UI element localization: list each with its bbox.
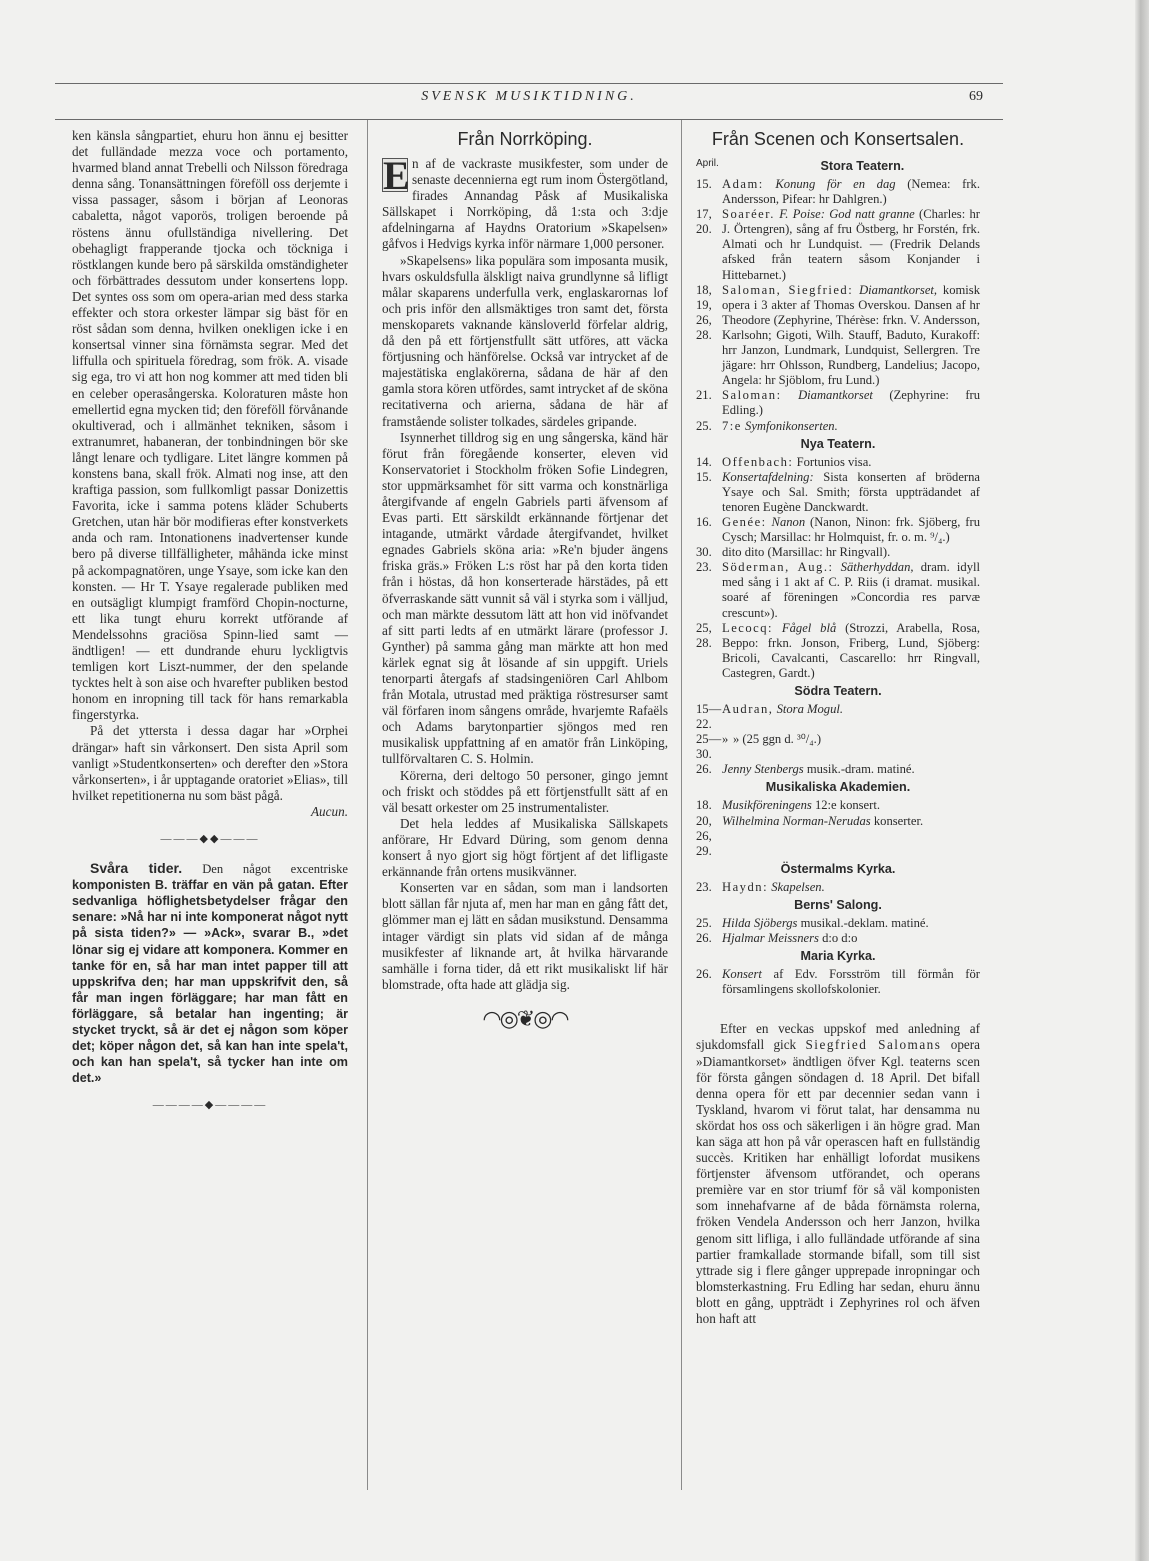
entry-composer: Söderman, Aug.: [722, 560, 834, 575]
entry-composer: » [722, 732, 730, 747]
entry-details: (Strozzi, Arabella, Rosa, Beppo: frkn. Jonson, Friberg, Lund, Sjöberg: Bricoli, Cavalcanti, Cascarello: hrr Ringvall, Castegren, Gardt.) [722, 620, 980, 680]
listing-entry [696, 814, 980, 859]
entry-text [722, 470, 980, 515]
entry-details: (Charles: hr J. Örtengren), sång af fru Östberg, hr Forstén, frk. Almati och hr Lundquist. — (Fredrik Delands afsked från teatern såsom Konjander i Hittebarnet.) [722, 207, 980, 282]
entry-date: 25, 28. [696, 620, 712, 650]
entry-work: Konung för en dag [775, 177, 896, 191]
entry-composer: Adam: [722, 177, 764, 191]
norrkoping-heading: Från Norrköping. [457, 129, 593, 149]
entry-date: 20, 26, 29. [696, 813, 712, 858]
nya-teatern-list [696, 455, 980, 681]
ornament-icon: ◠◎❦◎◠ [482, 1005, 568, 1031]
entry-date: 23. [696, 879, 712, 894]
journal-title: SVENSK MUSIKTIDNING. [421, 89, 637, 104]
norrkoping-paragraph-6: Konserten var en sådan, som man i landsorten blott sällan får njuta af, men har man en gång fått det, glömmer man ej lätt en sådan musikstund. Densamma intager värdigt sin plats vid sidan af de många musikfester af liknande art, åt hvilka härvarande samhälle i forna tider, då ett rikt musikaliskt lif här blomstrade, ofta hade att glädja sig. [382, 880, 668, 992]
listing-entry [696, 177, 980, 207]
listing-entry [696, 207, 980, 282]
entry-text [722, 207, 980, 282]
stora-teatern-heading: Stora Teatern. [820, 159, 905, 173]
entry-text [722, 560, 980, 620]
entry-text [722, 732, 980, 762]
signature: Aucun. [311, 803, 348, 819]
entry-text [722, 621, 980, 681]
listing-entry [696, 283, 980, 389]
entry-work: Konsert [722, 967, 762, 982]
entry-composer: Haydn: [722, 879, 769, 894]
ostermalm-list [696, 880, 980, 895]
berns-list [696, 916, 980, 946]
akademien-heading: Musikaliska Akademien. [765, 780, 911, 795]
separator-ornament: ———◆◆——— [160, 833, 260, 846]
entry-composer: Saloman: [722, 388, 782, 403]
orphei-paragraph: På det yttersta i dessa dagar har »Orphei drängar» haft sin vårkonsert. Den sista April som vanligt »Studentkonserten» och derefter den »Stora vårkonserten», i år upptagande oratoriet »Elias», till hvilket repetitionerna nu som bäst pågå. [72, 723, 348, 803]
page-number: 69 [969, 89, 983, 104]
entry-date: 14. [696, 454, 712, 469]
entry-date: 18, 19, 26, 28. [696, 282, 712, 342]
norrkoping-paragraph-5: Det hela leddes af Musikaliska Sällskapets anförare, Hr Edvard Düring, som genom denna konsert å nyo gjort sig högt förtjent af det lifligaste erkännande från ortens musikvänner. [382, 815, 668, 880]
entry-composer: Offenbach: [722, 454, 794, 469]
entry-work: Sätherhyddan, [840, 560, 914, 575]
entry-text [722, 515, 980, 545]
entry-date: 16. [696, 514, 712, 529]
sodra-teatern-list [696, 702, 980, 777]
entry-work: Fågel blå [781, 620, 837, 635]
review-continuation: ken känsla sångpartiet, ehuru hon ännu ej besitter det fulländade mezza voce och portamento, hvarmed bland annat Trebelli och Nilsson föredraga denna sång. Tonansättningen föreföll oss derjemte i vissa passager, såsom i början af Leonoras cabaletta, något vaporös, troligen beroende på röstens ännu ofullständiga nivellering. Det obehagligt frapperande tjocka och töckniga i röstklangen kunde bero på särskilda omständigheter och förbättrades dessutom under konsertens lopp. Det syntes oss som om opera-arian med dess starka effekter och stora orkester lämpar sig bäst för en röst sådan som denna, hvilken onekligen icke i en konsertsal vinner sina förnämsta segrar. Med det liffulla och spirituela föredrag, som frök. A. visade sig ega, tro vi att hon nog kommer att med tiden bli en celeber operasångerska. Koloraturen måste hon emellertid egna mycken tid; den föreföll förvånande okultiverad, och i allmänhet tekniken, såsom i extranumret, habaneran, der tonbindningen bör ske långt lenare och tydligare. Litet längre kommen på konstens bana, skall frök. Almati nog inse, att den kraftiga passion, som fullkomligt passar Donizettis Favorita, icke i samma potens kläder Schuberts Gretchen, utan här bör modifieras efter konstverkets anda och ram. Intonationens inadvertenser kunde bero på diverse tillfälligheter, måhända icke minst på ackompagnatören, unge Ysaye, som icke kan den konsten. — Hr T. Ysaye regalerade publiken med en outsägligt klumpigt framförd Chopin-nocturne, ett lika tungt ehuru korrekt utförande af Mendelssohns graciösa Spinn-lied samt — ändtligen! — ett dundrande ehuru lyckligtvis temligen kort Liszt-nummer, der den spelande tycktes helt à son aise och hvarefter publiken bestod honom en inropning till tack för hans remarkabla fingerstyrka. [72, 128, 348, 723]
entry-date: 25. [696, 915, 712, 930]
entry-text [722, 419, 980, 434]
entry-details: Fortunios visa. [796, 454, 872, 469]
entry-date: 26. [696, 762, 712, 777]
entry-details: af Edv. Forsström till förmån för församlingens skollofskolonier. [722, 967, 980, 997]
entry-text [722, 455, 980, 470]
entry-work: Diamantkorset [798, 388, 873, 403]
entry-date: 21. [696, 388, 712, 403]
nya-teatern-heading: Nya Teatern. [800, 436, 876, 451]
scan-edge [1135, 0, 1149, 1561]
drop-cap: E [383, 153, 410, 198]
column-1 [72, 128, 348, 1126]
entry-date: 26. [696, 931, 712, 946]
entry-text [722, 545, 980, 560]
after-lead: Efter en veckas uppskof med anledning af sjukdomsfall gick [696, 1021, 980, 1053]
entry-work: Symfonikonserten. [745, 418, 838, 433]
column-2 [382, 128, 669, 1031]
entry-details: konserter. [873, 813, 924, 828]
listing-entry [696, 732, 980, 762]
entry-text [722, 814, 980, 859]
entry-details: dito dito (Marsillac: hr Ringvall). [722, 545, 891, 560]
norrkoping-paragraph-2: »Skapelsens» lika populära som imposanta musik, hvars oskuldsfulla älskligt naiva grundlynne så lifligt målar skaparens underfulla verk, englaskarornas lof och pris inför den allsmäktiges tron samt det, första menskoparets vaknande känsloverld förfelar aldrig, då den på ett förtjenstfullt sätt utföres, att väcka förtjusning och hänförelse. Också var intrycket af de majestätiska englakörerna, sådana de här af den gamla stora kören utfördes, samt intrycket af de sköna recitativerna och arierna, sådana de här af framstående solister tolkades, särdeles gripande. [382, 252, 669, 429]
stora-heading-row [696, 156, 980, 177]
listing-entry [696, 419, 980, 434]
entry-text [722, 916, 980, 931]
column-divider-2 [681, 120, 682, 1490]
entry-details: Sista konserten af bröderna Ysaye och Sal. Smith; första uppträdandet af tenoren Eugène Danckwardt. [722, 469, 980, 514]
listing-entry [696, 702, 980, 732]
entry-details: (Nanon, Ninon: frk. Sjöberg, fru Cysch; Marsillac: hr Holmquist, fr. o. m. ⁹/₄.) [722, 514, 980, 545]
entry-date: 26. [696, 967, 712, 982]
entry-date: 30. [696, 545, 712, 560]
listing-entry [696, 931, 980, 946]
maria-heading: Maria Kyrka. [800, 949, 876, 964]
berns-heading: Berns' Salong. [794, 897, 882, 912]
listing-entry [696, 515, 980, 545]
month-label: April. [696, 158, 719, 169]
norrkoping-paragraph-4: Körerna, deri deltogo 50 personer, gingo jemnt och friskt och stöddes på ett förtjenstfullt sätt af en väl besatt orkester om 25 instrumentalister. [382, 767, 668, 815]
entry-composer: Saloman, Siegfried: [722, 282, 854, 297]
entry-work: Skapelsen. [771, 879, 825, 894]
entry-composer: 7:e [722, 418, 742, 433]
listing-entry [696, 967, 980, 997]
entry-composer: Genée: [722, 514, 767, 529]
entry-text [722, 931, 980, 946]
entry-details: » (25 ggn d. ³⁰/₄.) [732, 732, 822, 747]
listing-entry [696, 388, 980, 418]
entry-work: Stora Mogul. [776, 702, 844, 716]
svara-tider-article [72, 860, 348, 1086]
entry-work: Nanon [771, 514, 806, 529]
entry-text [722, 762, 980, 777]
svara-tider-intro: Den något excentriske [202, 862, 348, 877]
entry-date: 17, 20. [696, 207, 712, 237]
listing-entry [696, 545, 980, 560]
entry-date: 18. [696, 798, 712, 813]
entry-work: Konsertafdelning: [722, 469, 814, 484]
entry-text [722, 702, 980, 732]
entry-text [722, 880, 980, 895]
entry-composer: Soaréer. [722, 207, 775, 222]
column-divider-1 [367, 120, 368, 1490]
entry-details: d:o d:o [822, 931, 858, 946]
svara-tider-title: Svåra tider. [90, 860, 183, 877]
entry-text [722, 798, 980, 813]
listing-entry [696, 455, 980, 470]
akademien-list [696, 798, 980, 858]
after-name: Siegfried Salomans [805, 1037, 942, 1053]
column-3 [696, 128, 980, 1327]
svara-tider-text: komponisten B. träffar en vän på gatan. Efter sedvanliga höflighetsbetydelser frågar den senare: »Nå har ni inte komponerat något nytt på sista tiden?» — »Ack», svarar B., »det lönar sig ej vidare att komponera. Kommer en tanke för en, så har man intet papper till att uppskrifva den; har man uppskrifvit den, så får man ingen förläggare; har man fått en förläggare, så betalar han ingenting; är stycket tryckt, så är det ej någon som köper det; köper någon det, så kan han inte spela't, och kan han spela't, så tycker han inte om det.» [72, 878, 348, 1086]
listing-entry [696, 880, 980, 895]
diamantkorset-article [696, 1021, 980, 1327]
listing-entry [696, 560, 980, 620]
entry-work: Hilda Sjöbergs [722, 915, 798, 930]
stora-teatern-list [696, 177, 980, 434]
entry-work: Musikföreningens [722, 798, 812, 813]
entry-work: Jenny Stenbergs [722, 762, 804, 777]
scenen-heading: Från Scenen och Konsertsalen. [711, 129, 965, 149]
entry-work: Hjalmar Meissners [722, 931, 819, 946]
entry-date: 25. [696, 418, 712, 433]
listing-entry [696, 762, 980, 777]
listing-entry [696, 798, 980, 813]
ostermalm-heading: Östermalms Kyrka. [780, 861, 896, 876]
entry-details: musik.-dram. matiné. [806, 762, 915, 777]
entry-details: (Nemea: frk. Andersson, Pifear: hr Dahlgren.) [722, 177, 980, 207]
entry-text [722, 177, 980, 207]
entry-work: Diamantkorset, [859, 282, 938, 297]
entry-text [722, 388, 980, 418]
entry-details: dram. idyll med sång i 1 akt af C. P. Riis (i dramat. musikal. soaré af föreningen »Concordia res parvæ crescunt»). [722, 560, 980, 620]
entry-details: (Zephyrine: fru Edling.) [722, 388, 981, 418]
listing-entry [696, 916, 980, 931]
entry-text [722, 967, 980, 997]
entry-work: F. Poise: God natt granne [779, 207, 915, 222]
entry-date: 15. [696, 177, 712, 191]
entry-date: 15. [696, 469, 712, 484]
entry-composer: Audran, [722, 702, 774, 716]
entry-work: Wilhelmina Norman-Nerudas [722, 813, 871, 828]
listing-entry [696, 470, 980, 515]
entry-details: musikal.-deklam. matiné. [800, 915, 929, 930]
norrkoping-intro-text: n af de vackraste musikfester, som under de senaste decennierna egt rum inom Östergötland, firades Annandag Påsk af Musikaliska Sällskapet i Norrköping, då 1:sta och 3:dje afdelningarna af Haydns Oratorium »Skapelsen» gåfvos i Hedvigs kyrka inför närmare 1,000 personer. [382, 156, 668, 252]
page [55, 83, 1003, 1483]
after-text: opera »Diamantkorset» ändtligen öfver Kgl. teaterns scen för första gången söndagen d. 18 April. Det bifall denna opera för ett par decennier sedan vann i Tyskland, hvarom vi förut talat, har densamma nu skördat hos oss och säkerligen i än högre grad. Man kan säga att hon på vår operascen haft en fullständig succès. Kritiken har enhälligt lofordat musikens förtjenster äfvensom utförandet, och operans première var en stor triumf för så väl komponisten som innehafvarne af de båda förnämsta rolerna, fröken Vendela Andersson och herr Janzon, hvilka genom sitt lifliga, i allo fulländade utförande af sina partier framkallade stormande bifall, som till sist yttrade sig i flere gånger upprepade inropningar och blomsterkastning. Fru Edling har sedan, ehuru ännu blott en gång, uppträdt i Zephyrines rol och äfven hon haft att [696, 1037, 981, 1326]
entry-date: 15—22. [696, 702, 722, 732]
entry-date: 25—30. [696, 732, 722, 762]
top-rule [55, 83, 1003, 84]
norrkoping-intro [382, 153, 668, 253]
sodra-teatern-heading: Södra Teatern. [794, 684, 882, 698]
header-rule [55, 119, 1003, 120]
entry-details: 12:e konsert. [814, 798, 880, 813]
norrkoping-paragraph-3: Isynnerhet tilldrog sig en ung sångerska, känd här förut från föregående konserter, eleven vid Konservatoriet i Stockholm fröken Sofie Lindegren, stor uppmärksamhet för sitt varma och konstnärliga återgifvande af engeln Gabriels parti äfvensom af Evas parti. Ett särskildt erkännande förtjenar det intagande, utmärkt vårdade återgifvandet, hvilket egnades Gabriels sköna aria: »Re'n bjuder ängens friska gräs.» Fröken L:s röst har på den korta tiden från i höstas, då hon konserterade härstädes, på ett öfverraskande sätt vunnit så väl i styrka som i välljud, och man märkte dessutom lätt att hon vid inöfvandet af sitt parti ledts af en utmärkt lärare (professor J. Gynther) på samma gång man märkte att hon med kärlek egnat sig åt lösande af sin uppgift. Uriels tenorparti återgafs af stadsingeniören Carl Ahlbom från Motala, utrustad med präktiga röstresurser samt väl förfaren inom sångens område, hvarjemte Rafaëls och Adams barytonpartier sjöngos med ren musikalisk uppfattning af en amatör från Linköping, tullförvaltaren C. S. Holmin. [382, 429, 668, 767]
entry-details: komisk opera i 3 akter af Thomas Overskou. Dansen af hr Theodore (Zephyrine, Thérèse: frkn. V. Andersson, Karlsohn; Gigoti, Wilh. Stauff, Baduto, Kurakoff: hrr Janzon, Lundmark, Lundquist, Sellergren. Tre jägare: hrr Ohlsson, Rundberg, Landelius; Jacopo, Angela: hr Sjöblom, fru Lund.) [722, 282, 981, 388]
listing-entry [696, 621, 980, 681]
end-separator: ————◆———— [152, 1099, 268, 1112]
maria-list [696, 967, 980, 997]
entry-date: 23. [696, 560, 712, 575]
entry-text [722, 283, 980, 389]
entry-composer: Lecocq: [722, 620, 774, 635]
